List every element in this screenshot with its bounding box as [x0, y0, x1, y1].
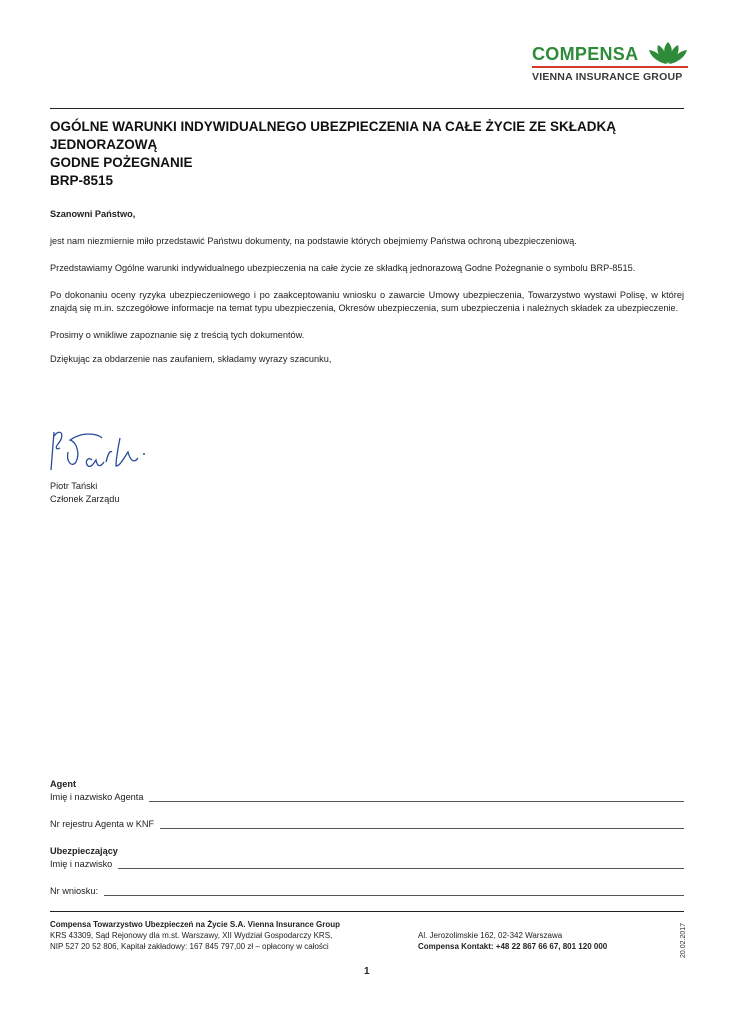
header-rule — [50, 108, 684, 109]
agent-knf-line[interactable] — [160, 820, 684, 829]
document-title — [50, 118, 690, 190]
application-number-field[interactable] — [50, 885, 684, 898]
paragraph-5: Dziękując za obdarzenie nas zaufaniem, składamy wyrazy szacunku, — [50, 354, 332, 364]
logo-divider — [532, 66, 688, 68]
footer-nip: NIP 527 20 52 806, Kapitał zakładowy: 167 845 797,00 zł – opłacony w całości — [50, 942, 329, 951]
footer-contact-info — [418, 930, 678, 952]
signer-name: Piotr Tański — [50, 481, 98, 491]
footer-company-info — [50, 919, 410, 952]
agent-name-field[interactable] — [50, 791, 684, 804]
letter-body — [50, 208, 684, 366]
footer-krs: KRS 43309, Sąd Rejonowy dla m.st. Warszawy, XII Wydział Gospodarczy KRS, — [50, 931, 333, 940]
footer-rule — [50, 911, 684, 912]
insurer-heading: Ubezpieczający — [50, 846, 118, 856]
company-logo — [528, 40, 688, 86]
title-line-3: GODNE POŻEGNANIE — [50, 155, 193, 170]
agent-name-label: Imię i nazwisko Agenta — [50, 792, 144, 802]
handwritten-signature — [44, 422, 164, 480]
footer-company-name: Compensa Towarzystwo Ubezpieczeń na Życie S.A. Vienna Insurance Group — [50, 920, 340, 929]
logo-subtitle: VIENNA INSURANCE GROUP — [532, 71, 683, 83]
document-date: 20.02.2017 — [680, 922, 687, 958]
application-number-label: Nr wniosku: — [50, 886, 98, 896]
agent-name-line[interactable] — [149, 793, 684, 802]
title-line-2: JEDNORAZOWĄ — [50, 137, 158, 152]
application-number-line[interactable] — [104, 887, 684, 896]
signer-block — [50, 480, 119, 506]
page-number: 1 — [364, 966, 370, 977]
title-line-1: OGÓLNE WARUNKI INDYWIDUALNEGO UBEZPIECZENIA NA CAŁE ŻYCIE ZE SKŁADKĄ — [50, 119, 617, 134]
footer-contact: Compensa Kontakt: +48 22 867 66 67, 801 120 000 — [418, 942, 608, 951]
paragraph-4: Prosimy o wnikliwe zapoznanie się z treścią tych dokumentów. — [50, 330, 305, 340]
footer-address: Al. Jerozolimskie 162, 02-342 Warszawa — [418, 931, 563, 940]
leaf-crown-icon — [648, 40, 688, 66]
title-line-4: BRP-8515 — [50, 173, 114, 188]
insurer-name-field[interactable] — [50, 858, 684, 871]
signer-role: Członek Zarządu — [50, 494, 120, 504]
agent-knf-label: Nr rejestru Agenta w KNF — [50, 819, 155, 829]
salutation: Szanowni Państwo, — [50, 209, 136, 219]
paragraph-3: Po dokonaniu oceny ryzyka ubezpieczeniowego i po zaakceptowaniu wniosku o zawarcie Umowy ubezpieczenia, Towarzystwo wystawi Polisę, w której znajdą się m.in. szczegółowe informacje na temat typu ubezpieczenia, Okresów ubezpieczenia, sum ubezpieczenia i należnych składek za ubezpieczenie. — [50, 290, 684, 313]
logo-wordmark: COMPENSA — [532, 44, 639, 64]
paragraph-2: Przedstawiamy Ogólne warunki indywidualnego ubezpieczenia na całe życie ze składką jednorazową Godne Pożegnanie o symbolu BRP-8515. — [50, 263, 636, 273]
insurer-name-label: Imię i nazwisko — [50, 859, 113, 869]
agent-knf-field[interactable] — [50, 818, 684, 831]
agent-heading: Agent — [50, 779, 77, 789]
insurer-name-line[interactable] — [118, 860, 684, 869]
paragraph-1: jest nam niezmiernie miło przedstawić Państwu dokumenty, na podstawie których obejmiemy Państwa ochroną ubezpieczeniową. — [50, 236, 577, 246]
